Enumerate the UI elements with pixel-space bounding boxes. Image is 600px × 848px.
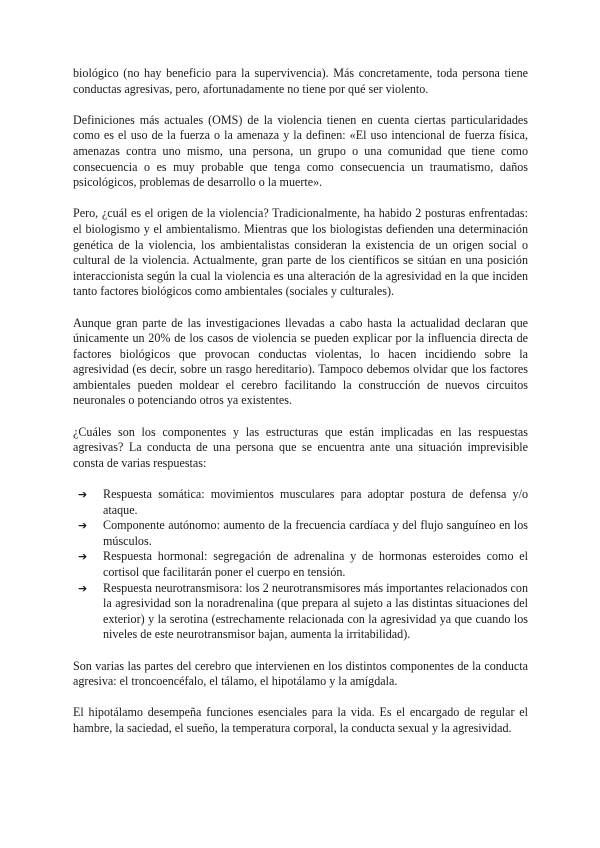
list-item-text: Respuesta hormonal: segregación de adrenalina y de hormonas esteroides como el cortisol que facilitarán poner el cuerpo en tensión. xyxy=(103,549,528,579)
list-item xyxy=(73,518,528,549)
list-item-text: Respuesta neurotransmisora: los 2 neurotransmisores más importantes relacionados con la agresividad son la noradrenalina (que prepara al sujeto a las distintas situaciones del exterior) y la serotina (estrechamente relacionada con la agresividad ya que cuando los niveles de este neurotransmisor bajan, aumenta la irritabilidad). xyxy=(103,580,528,642)
list-item xyxy=(73,549,528,580)
paragraph-continuation: biológico (no hay beneficio para la supervivencia). Más concretamente, toda persona tiene conductas agresivas, pero, afortunadamente no tiene por qué ser violento. xyxy=(73,66,528,96)
paragraph-origin-of-violence: Pero, ¿cuál es el origen de la violencia? Tradicionalmente, ha habido 2 posturas enfrentadas: el biologismo y el ambientalismo. Mientras que los biologistas defienden una determinación genética de la violencia, los ambientalistas consideran la existencia de un origen social o cultural de la violencia. Actualmente, gran parte de los científicos se sitúan en una posición interaccionista según la cual la violencia es una alteración de la agresividad en la que inciden tanto factores biológicos como ambientales (sociales y culturales). xyxy=(73,206,528,299)
document-page xyxy=(73,66,528,752)
list-item xyxy=(73,581,528,643)
list-item-text: Componente autónomo: aumento de la frecuencia cardíaca y del flujo sanguíneo en los músculos. xyxy=(103,518,528,548)
paragraph-components-question: ¿Cuáles son los componentes y las estructuras que están implicadas en las respuestas agresivas? La conducta de una persona que se encuentra ante una situación imprevisible consta de varias respuestas: xyxy=(73,424,528,470)
arrow-right-icon: ➔ xyxy=(78,488,88,502)
arrow-right-icon: ➔ xyxy=(78,519,88,533)
list-item xyxy=(73,487,528,518)
paragraph-who-definition: Definiciones más actuales (OMS) de la violencia tienen en cuenta ciertas particularidades como es el uso de la fuerza o la amenaza y la definen: «El uso intencional de fuerza física, amenazas contra uno mismo, una persona, un grupo o una comunidad que tiene como consecuencia o es muy probable que tenga como consecuencia un traumatismo, daños psicológicos, problemas de desarrollo o la muerte». xyxy=(73,112,528,190)
arrow-right-icon: ➔ xyxy=(78,550,88,564)
response-list xyxy=(73,487,528,643)
arrow-right-icon: ➔ xyxy=(78,581,88,595)
paragraph-research: Aunque gran parte de las investigaciones llevadas a cabo hasta la actualidad declaran que únicamente un 20% de los casos de violencia se pueden explicar por la influencia directa de factores biológicos que provocan conductas violentas, lo hacen incidiendo sobre la agresividad (es decir, sobre un rasgo hereditario). Tampoco debemos olvidar que los factores ambientales pueden moldear el cerebro facilitando la construcción de nuevos circuitos neuronales o potenciando otros ya existentes. xyxy=(73,315,528,408)
list-item-text: Respuesta somática: movimientos musculares para adoptar postura de defensa y/o ataque. xyxy=(103,487,528,517)
paragraph-hypothalamus: El hipotálamo desempeña funciones esenciales para la vida. Es el encargado de regular el hambre, la saciedad, el sueño, la temperatura corporal, la conducta sexual y la agresividad. xyxy=(73,705,528,735)
paragraph-brain-parts: Son varias las partes del cerebro que intervienen en los distintos componentes de la conducta agresiva: el troncoencéfalo, el tálamo, el hipotálamo y la amígdala. xyxy=(73,658,528,689)
